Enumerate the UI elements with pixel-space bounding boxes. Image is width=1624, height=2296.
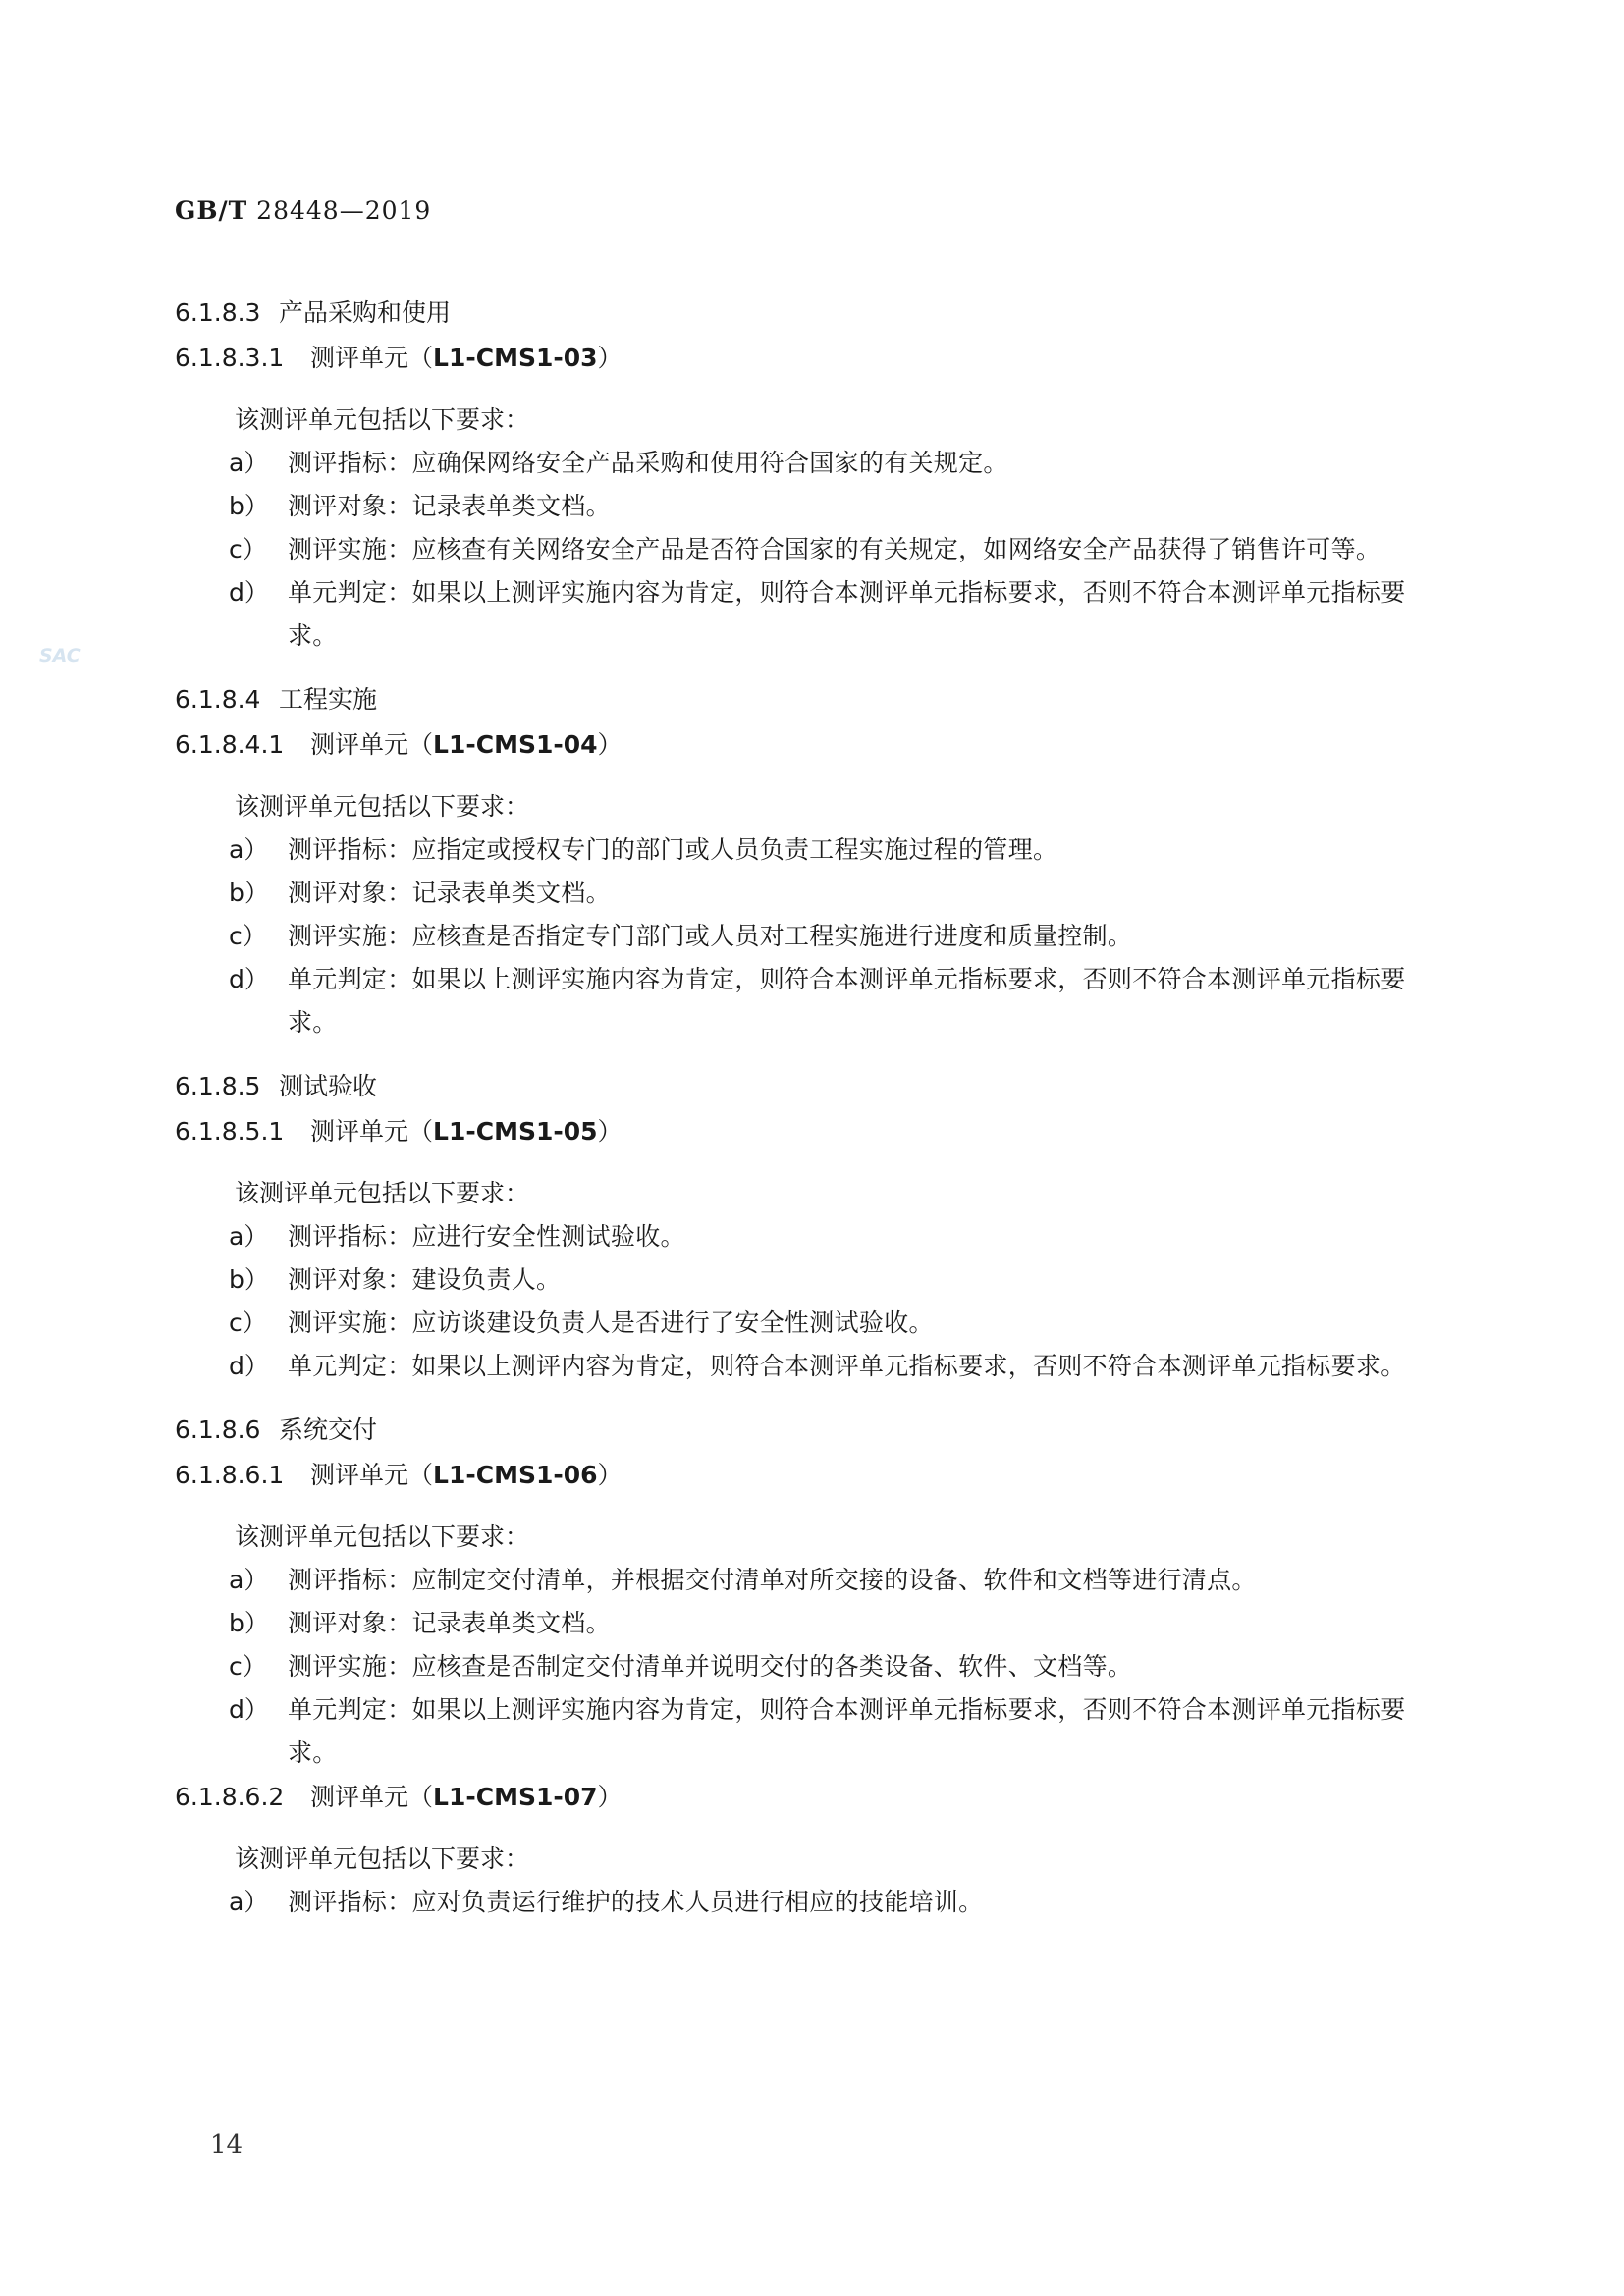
list-item-text: 测评对象：建设负责人。 (288, 1265, 562, 1294)
unit-intro: 该测评单元包括以下要求： (235, 1522, 530, 1551)
section-title: 测评单元 (310, 344, 409, 372)
standard-number: 28448—2019 (256, 196, 432, 225)
list-item-label: a） (229, 835, 269, 864)
list-item-label: b） (229, 1265, 269, 1294)
section-title: 测试验收 (279, 1072, 378, 1100)
page-header (175, 196, 431, 225)
list-item-text: 单元判定：如果以上测评实施内容为肯定，则符合本测评单元指标要求，否则不符合本测评单元指标要求。 (288, 965, 1406, 1037)
unit-intro: 该测评单元包括以下要求： (235, 405, 530, 434)
unit-intro: 该测评单元包括以下要求： (235, 1179, 530, 1207)
page-number: 14 (210, 2130, 244, 2160)
section-title: 工程实施 (279, 685, 378, 714)
list-item (175, 872, 1451, 915)
unit-heading: 6.1.8.4.1 测评单元（L1-CMS1-04） (175, 722, 1451, 768)
section-number: 6.1.8.4 (175, 685, 261, 714)
list-item (175, 1258, 1451, 1302)
list-item-text: 测评指标：应进行安全性测试验收。 (288, 1222, 685, 1251)
list-item-label: b） (229, 1609, 269, 1637)
list-item-text: 测评指标：应确保网络安全产品采购和使用符合国家的有关规定。 (288, 449, 1008, 477)
list-item-label: d） (229, 965, 269, 993)
section-number: 6.1.8.5.1 (175, 1117, 285, 1146)
list-item-label: d） (229, 1352, 269, 1380)
list-item-text: 测评对象：记录表单类文档。 (288, 879, 611, 907)
list-item-label: a） (229, 1888, 269, 1916)
standard-prefix: GB/T (175, 196, 248, 225)
section-number: 6.1.8.4.1 (175, 730, 285, 759)
list-item (175, 442, 1451, 485)
unit-heading: 6.1.8.6.1 测评单元（L1-CMS1-06） (175, 1453, 1451, 1498)
section-number: 6.1.8.6.2 (175, 1783, 285, 1811)
list-item-label: a） (229, 1222, 269, 1251)
list-item (175, 1302, 1451, 1345)
list-item-text: 单元判定：如果以上测评实施内容为肯定，则符合本测评单元指标要求，否则不符合本测评单元指标要求。 (288, 578, 1406, 650)
list-item (175, 958, 1451, 1044)
section-heading (175, 677, 1451, 722)
list-item (175, 1345, 1451, 1388)
section-number: 6.1.8.6 (175, 1415, 261, 1444)
list-item-text: 测评实施：应核查有关网络安全产品是否符合国家的有关规定，如网络安全产品获得了销售许可等。 (288, 535, 1381, 563)
list-item (175, 1602, 1451, 1645)
list-item (175, 1688, 1451, 1775)
list-item (175, 1881, 1451, 1924)
unit-heading: 6.1.8.5.1 测评单元（L1-CMS1-05） (175, 1109, 1451, 1154)
list-item-text: 单元判定：如果以上测评实施内容为肯定，则符合本测评单元指标要求，否则不符合本测评单元指标要求。 (288, 1695, 1406, 1767)
list-item-label: c） (229, 922, 267, 950)
list-item (175, 571, 1451, 658)
list-item (175, 485, 1451, 528)
list-item-label: b） (229, 492, 269, 520)
list-item (175, 1559, 1451, 1602)
list-item-text: 测评实施：应核查是否指定专门部门或人员对工程实施进行进度和质量控制。 (288, 922, 1133, 950)
section-number: 6.1.8.5 (175, 1072, 261, 1100)
list-item-text: 测评实施：应访谈建设负责人是否进行了安全性测试验收。 (288, 1308, 934, 1337)
list-item-text: 测评指标：应指定或授权专门的部门或人员负责工程实施过程的管理。 (288, 835, 1058, 864)
list-item-label: b） (229, 879, 269, 907)
unit-heading: 6.1.8.6.2 测评单元（L1-CMS1-07） (175, 1775, 1451, 1820)
unit-code: L1-CMS1-06 (433, 1461, 598, 1489)
unit-heading: 6.1.8.3.1 测评单元（L1-CMS1-03） (175, 336, 1451, 381)
list-item-text: 单元判定：如果以上测评内容为肯定，则符合本测评单元指标要求，否则不符合本测评单元指标要求。 (288, 1352, 1406, 1380)
list-item (175, 828, 1451, 872)
list-item-label: c） (229, 535, 267, 563)
list-item-label: d） (229, 1695, 269, 1724)
list-item-text: 测评实施：应核查是否制定交付清单并说明交付的各类设备、软件、文档等。 (288, 1652, 1133, 1681)
list-item-text: 测评指标：应对负责运行维护的技术人员进行相应的技能培训。 (288, 1888, 984, 1916)
unit-intro: 该测评单元包括以下要求： (235, 792, 530, 821)
document-body (175, 291, 1451, 1924)
unit-code: L1-CMS1-05 (433, 1117, 598, 1146)
section-title: 系统交付 (279, 1415, 378, 1444)
list-item-label: a） (229, 449, 269, 477)
section-title: 测评单元 (310, 1461, 409, 1489)
section-title: 测评单元 (310, 730, 409, 759)
section-title: 测评单元 (310, 1117, 409, 1146)
list-item-label: a） (229, 1566, 269, 1594)
section-number: 6.1.8.3 (175, 298, 261, 327)
list-item (175, 915, 1451, 958)
list-item (175, 528, 1451, 571)
section-title: 产品采购和使用 (279, 298, 452, 327)
list-item-label: c） (229, 1308, 267, 1337)
section-number: 6.1.8.6.1 (175, 1461, 285, 1489)
list-item (175, 1645, 1451, 1688)
unit-code: L1-CMS1-04 (433, 730, 598, 759)
list-item-text: 测评对象：记录表单类文档。 (288, 492, 611, 520)
list-item (175, 1215, 1451, 1258)
section-heading (175, 1408, 1451, 1453)
sac-watermark: SAC (39, 645, 81, 667)
list-item-label: d） (229, 578, 269, 607)
section-heading (175, 1064, 1451, 1109)
list-item-label: c） (229, 1652, 267, 1681)
section-heading (175, 291, 1451, 336)
unit-code: L1-CMS1-03 (433, 344, 598, 372)
section-title: 测评单元 (310, 1783, 409, 1811)
unit-intro: 该测评单元包括以下要求： (235, 1844, 530, 1873)
unit-code: L1-CMS1-07 (433, 1783, 598, 1811)
list-item-text: 测评对象：记录表单类文档。 (288, 1609, 611, 1637)
section-number: 6.1.8.3.1 (175, 344, 285, 372)
list-item-text: 测评指标：应制定交付清单，并根据交付清单对所交接的设备、软件和文档等进行清点。 (288, 1566, 1257, 1594)
